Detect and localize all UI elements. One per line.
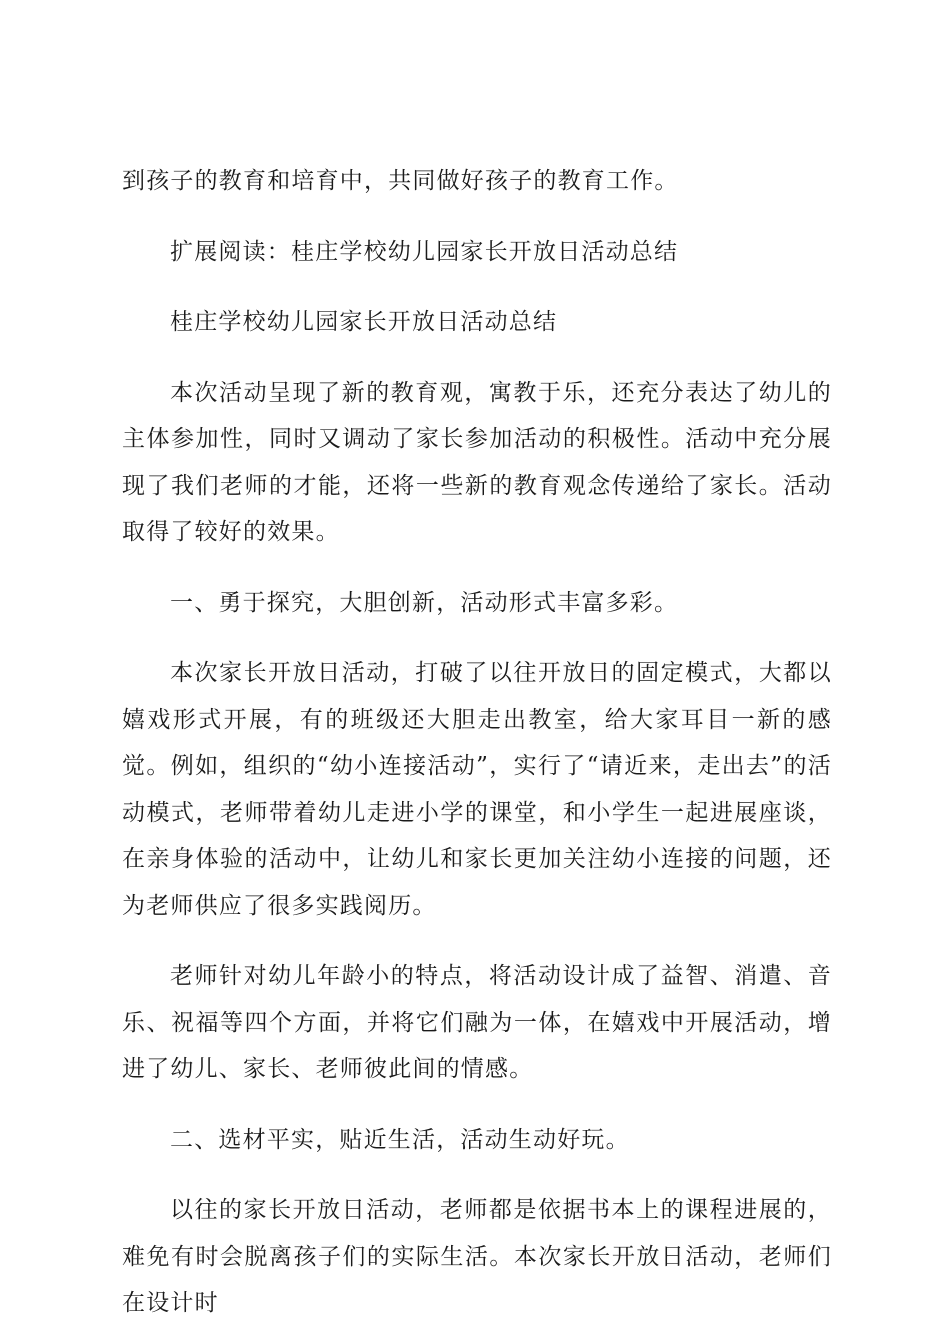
- document-body: [122, 158, 832, 1327]
- paragraph-intro: 本次活动呈现了新的教育观，寓教于乐，还充分表达了幼儿的主体参加性，同时又调动了家长参加活动的积极性。活动中充分展现了我们老师的才能，还将一些新的教育观念传递给了家长。活动取得了较好的效果。: [122, 379, 832, 545]
- extended-reading-heading: 扩展阅读：桂庄学校幼儿园家长开放日活动总结: [170, 238, 679, 265]
- paragraph-continuation: 到孩子的教育和培育中，共同做好孩子的教育工作。: [122, 168, 679, 194]
- section-heading-2: 二、选材平实，贴近生活，活动生动好玩。: [170, 1126, 630, 1153]
- paragraph-section-1-a: 本次家长开放日活动，打破了以往开放日的固定模式，大都以嬉戏形式开展，有的班级还大胆走出教室，给大家耳目一新的感觉。例如，组织的“幼小连接活动”，实行了“请近来，走出去”的活动模式，老师带着幼儿走进小学的课堂，和小学生一起进展座谈，在亲身体验的活动中，让幼儿和家长更加关注幼小连接的问题，还为老师供应了很多实践阅历。: [122, 660, 832, 919]
- section-heading-1: 一、勇于探究，大胆创新，活动形式丰富多彩。: [170, 589, 679, 616]
- article-title: 桂庄学校幼儿园家长开放日活动总结: [170, 309, 558, 335]
- paragraph-section-2-a: 以往的家长开放日活动，老师都是依据书本上的课程进展的，难免有时会脱离孩子们的实际生活。本次家长开放日活动，老师们在设计时: [122, 1197, 832, 1316]
- paragraph-section-1-b: 老师针对幼儿年龄小的特点，将活动设计成了益智、消遣、音乐、祝福等四个方面，并将它们融为一体，在嬉戏中开展活动，增进了幼儿、家长、老师彼此间的情感。: [122, 963, 832, 1082]
